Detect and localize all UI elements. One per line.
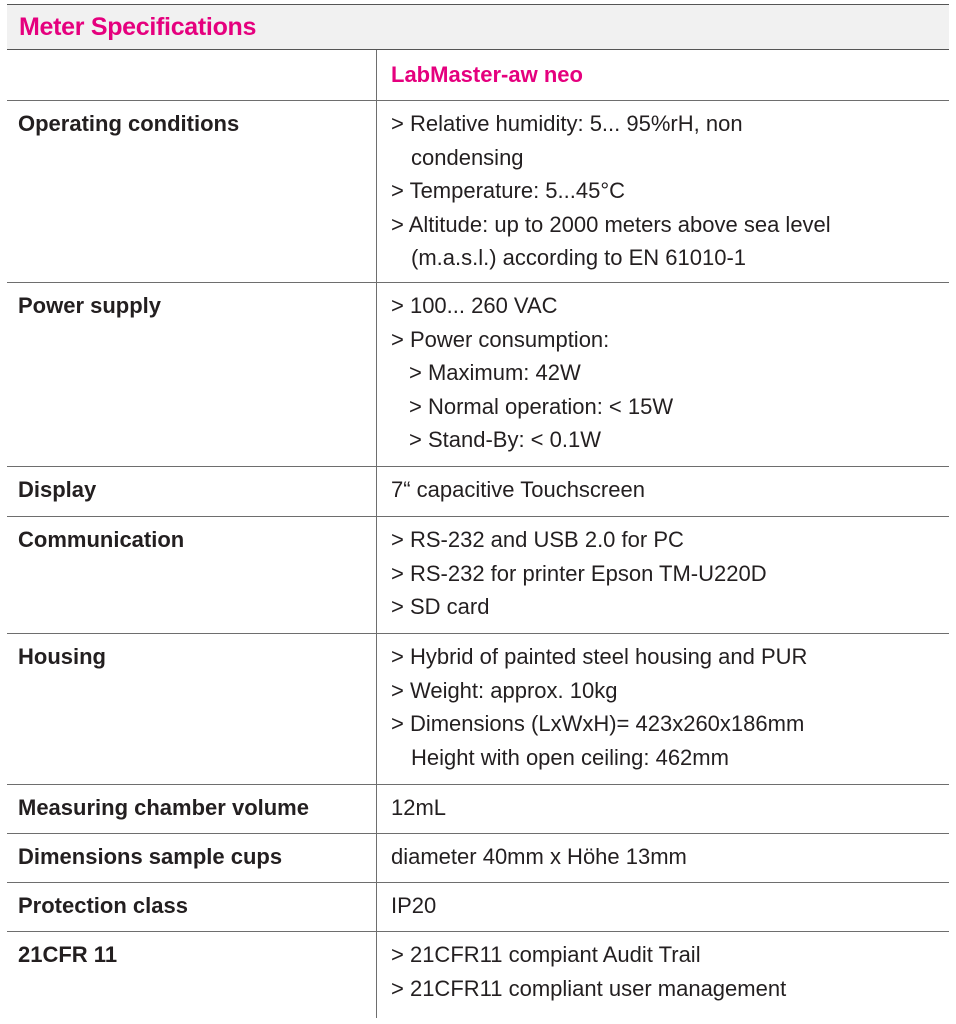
value-line: > Power consumption: bbox=[391, 326, 610, 352]
header-label-cell bbox=[7, 50, 377, 100]
row-label: Measuring chamber volume bbox=[7, 785, 377, 833]
row-label: Communication bbox=[7, 517, 377, 633]
row-label: Housing bbox=[7, 634, 377, 784]
value-line: 12mL bbox=[391, 795, 447, 820]
product-name: LabMaster-aw neo bbox=[391, 62, 583, 88]
section-title: Meter Specifications bbox=[19, 12, 257, 41]
row-value bbox=[377, 283, 949, 466]
value-line: Height with open ceiling: 462mm bbox=[411, 744, 729, 770]
value-line: > Altitude: up to 2000 meters above sea level bbox=[391, 211, 831, 237]
value-line: 7“ capacitive Touchscreen bbox=[391, 477, 645, 502]
row-value bbox=[377, 932, 949, 1018]
value-line: > Relative humidity: 5... 95%rH, non bbox=[391, 111, 743, 136]
table-header-row bbox=[7, 50, 949, 101]
table-row-display bbox=[7, 467, 949, 517]
table-row-communication bbox=[7, 517, 949, 634]
value-line: condensing bbox=[411, 144, 524, 170]
table-row-housing bbox=[7, 634, 949, 785]
value-line: > Hybrid of painted steel housing and PUR bbox=[391, 644, 808, 669]
row-label: 21CFR 11 bbox=[7, 932, 377, 1018]
row-label: Power supply bbox=[7, 283, 377, 466]
row-value bbox=[377, 834, 949, 882]
value-line: > Temperature: 5...45°C bbox=[391, 178, 626, 203]
value-line: > 100... 260 VAC bbox=[391, 293, 558, 318]
row-value bbox=[377, 634, 949, 784]
value-line: > SD card bbox=[391, 594, 490, 619]
table-row-21cfr-11 bbox=[7, 932, 949, 1018]
specifications-table bbox=[7, 4, 949, 1018]
value-line: > Dimensions (LxWxH)= 423x260x186mm bbox=[391, 711, 805, 736]
section-title-bar bbox=[7, 4, 949, 50]
table-row-dimensions-sample-cups bbox=[7, 834, 949, 883]
value-line: > Weight: approx. 10kg bbox=[391, 677, 618, 703]
row-label: Display bbox=[7, 467, 377, 516]
row-value bbox=[377, 101, 949, 282]
value-line: > RS-232 for printer Epson TM-U220D bbox=[391, 560, 767, 586]
row-value bbox=[377, 467, 949, 516]
row-label: Protection class bbox=[7, 883, 377, 931]
row-value bbox=[377, 785, 949, 833]
value-line: > Maximum: 42W bbox=[409, 360, 581, 385]
value-line: (m.a.s.l.) according to EN 61010-1 bbox=[411, 245, 747, 270]
row-label: Dimensions sample cups bbox=[7, 834, 377, 882]
table-row-measuring-chamber-volume bbox=[7, 785, 949, 834]
value-line: > 21CFR11 compiant Audit Trail bbox=[391, 942, 701, 967]
row-value bbox=[377, 883, 949, 931]
table-row-operating-conditions bbox=[7, 101, 949, 283]
table-row-power-supply bbox=[7, 283, 949, 467]
row-value bbox=[377, 517, 949, 633]
value-line: > 21CFR11 compliant user management bbox=[391, 975, 787, 1001]
value-line: > Normal operation: < 15W bbox=[409, 393, 674, 419]
value-line: > RS-232 and USB 2.0 for PC bbox=[391, 527, 684, 552]
row-label: Operating conditions bbox=[7, 101, 377, 282]
table-row-protection-class bbox=[7, 883, 949, 932]
value-line: > Stand-By: < 0.1W bbox=[409, 427, 601, 452]
value-line: IP20 bbox=[391, 893, 437, 918]
value-line: diameter 40mm x Höhe 13mm bbox=[391, 844, 687, 869]
